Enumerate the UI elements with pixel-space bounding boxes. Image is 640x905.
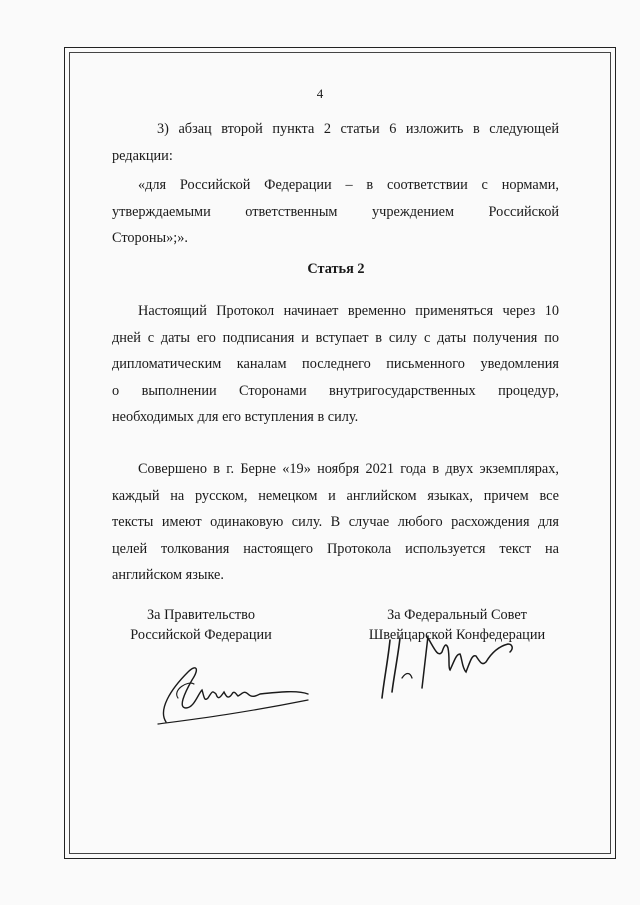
paragraph-line: дипломатическим каналам последнего письменного уведомления	[112, 356, 559, 372]
paragraph-line: Стороны»;».	[112, 230, 188, 246]
paragraph-line: о выполнении Сторонами внутригосударственных процедур,	[112, 382, 559, 399]
handwritten-signature-russia	[148, 650, 318, 730]
signatory-line: Швейцарской Конфедерации	[368, 627, 546, 643]
paragraph-line: утверждаемыми ответственным учреждением Российской	[112, 203, 559, 220]
paragraph-line: целей толкования настоящего Протокола используется текст на	[112, 540, 559, 557]
paragraph-line: редакции:	[112, 147, 173, 164]
signatory-line: За Федеральный Совет	[387, 607, 527, 623]
execution-paragraph	[112, 456, 559, 589]
paragraph-line: необходимых для его вступления в силу.	[112, 409, 359, 425]
paragraph-line: тексты имеют одинаковую силу. В случае любого расхождения для	[112, 514, 559, 530]
item-3-paragraph	[112, 116, 559, 169]
paragraph-line: каждый на русском, немецком и английском языках, причем все	[112, 487, 559, 504]
paragraph-line: «для Российской Федерации – в соответствии с нормами,	[138, 177, 559, 193]
paragraph-line: Совершено в г. Берне «19» ноября 2021 года в двух экземплярах,	[138, 461, 559, 477]
quoted-amendment	[112, 172, 559, 252]
handwritten-signature-switzerland	[372, 632, 522, 702]
signatory-russia	[96, 605, 306, 645]
paragraph-line: английском языке.	[112, 567, 224, 583]
signatory-line: За Правительство	[147, 607, 255, 623]
article-2-paragraph	[112, 298, 559, 431]
paragraph-line: 3) абзац второй пункта 2 статьи 6 изложить в следующей	[157, 121, 559, 137]
paragraph-line: дней с даты его подписания и вступает в силу с даты получения по	[112, 329, 559, 346]
page-number: 4	[316, 86, 324, 101]
article-2-heading: Статья 2	[307, 261, 365, 277]
paragraph-line: Настоящий Протокол начинает временно применяться через 10	[138, 303, 559, 319]
signatory-line: Российской Федерации	[130, 627, 272, 643]
